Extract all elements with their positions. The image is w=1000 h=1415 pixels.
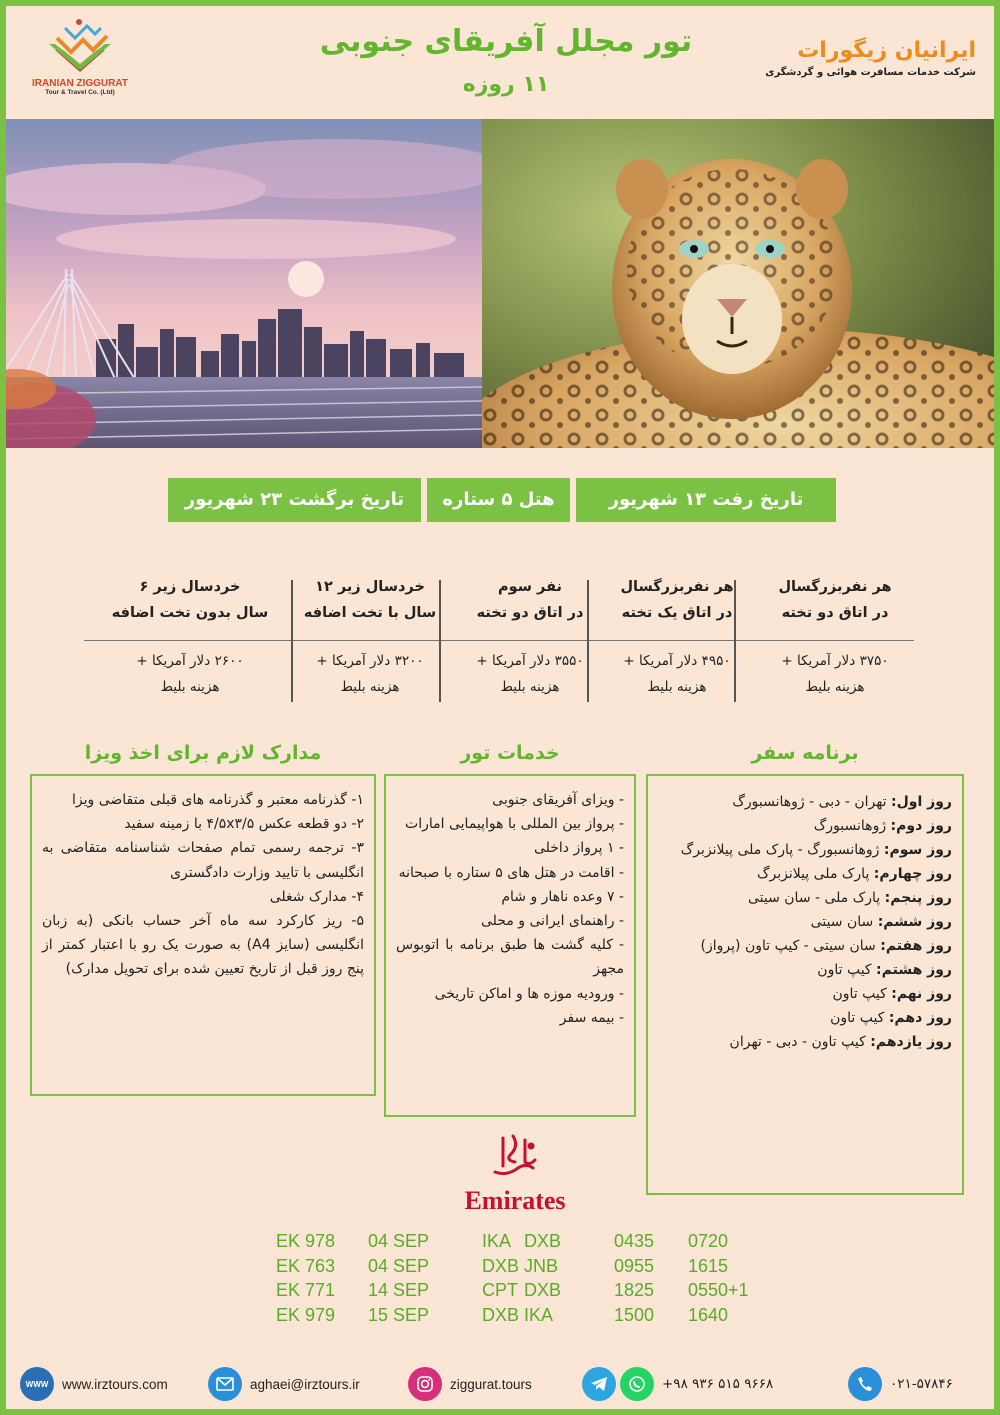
emirates-wordmark: Emirates bbox=[464, 1186, 566, 1215]
service-item: - کلیه گشت ها طبق برنامه با اتوبوس مجهز bbox=[396, 937, 624, 978]
flight-number: EK 979 bbox=[276, 1304, 336, 1325]
price-col-child-with-bed bbox=[297, 574, 443, 700]
company-logo bbox=[20, 14, 140, 114]
price-header-line1: خردسال زیر ۶ bbox=[139, 579, 241, 595]
flight-departure-time: 0955 bbox=[614, 1255, 655, 1276]
price-header-line2: در اتاق دو تخته bbox=[781, 605, 889, 621]
itinerary-day: روز هفتم: سان سیتی - کیپ تاون (پرواز) bbox=[700, 938, 952, 954]
phone-icon bbox=[848, 1367, 882, 1401]
price-header-line1: خردسال زیر ۱۲ bbox=[315, 579, 425, 595]
flight-number: EK 978 bbox=[276, 1231, 336, 1251]
price-note: هزینه بلیط bbox=[160, 679, 220, 695]
flight-date: 04 SEP bbox=[368, 1255, 430, 1276]
documents-title: مدارک لازم برای اخذ ویزا bbox=[84, 742, 322, 764]
itinerary-day: روز اول: تهران - دبی - ژوهانسبورگ bbox=[732, 794, 952, 810]
price-note: هزینه بلیط bbox=[647, 679, 707, 695]
return-date: تاریخ برگشت ۲۳ شهریور bbox=[168, 478, 421, 522]
itinerary-day: روز دوم: ژوهانسبورگ bbox=[813, 818, 952, 834]
service-item: - ۷ وعده ناهار و شام bbox=[501, 888, 624, 905]
page-subtitle: ۱۱ روزه bbox=[462, 72, 550, 97]
price-table-divider bbox=[84, 640, 914, 641]
services-title: خدمات تور bbox=[460, 742, 560, 764]
itinerary-day: روز پنجم: پارک ملی - سان سیتی bbox=[747, 890, 952, 906]
johannesburg-skyline-photo bbox=[6, 119, 482, 448]
contact-footer bbox=[6, 1364, 994, 1404]
service-item: - بیمه سفر bbox=[559, 1009, 624, 1026]
flight-date: 04 SEP bbox=[368, 1231, 430, 1251]
document-item: ۴- مدارک شغلی bbox=[269, 888, 364, 905]
price-note: هزینه بلیط bbox=[500, 679, 560, 695]
flight-date: 14 SEP bbox=[368, 1280, 430, 1300]
itinerary-day: روز هشتم: کیپ تاون bbox=[817, 962, 952, 978]
document-item: ۵- ریز کارکرد سه ماه آخر حساب بانکی (به زبان انگلیسی (سایز A4) به صورت یک رو با اعتبار کمتر از پنج روز قبل از تاریخ تعیین شده برای تحویل مدارک) bbox=[42, 913, 364, 978]
price-value: ۳۵۵۰ دلار آمریکا + bbox=[476, 653, 584, 669]
leopard-photo bbox=[482, 119, 994, 448]
column-divider bbox=[734, 580, 736, 702]
price-value: ۳۷۵۰ دلار آمریکا + bbox=[781, 653, 889, 669]
flight-departure-time: 1500 bbox=[614, 1304, 655, 1325]
flight-to: IKA bbox=[524, 1304, 554, 1325]
flight-arrival-time: 1615 bbox=[688, 1255, 729, 1276]
website-contact[interactable] bbox=[20, 1364, 168, 1404]
email-link[interactable]: aghaei@irztours.ir bbox=[250, 1376, 360, 1392]
documents-box bbox=[30, 774, 376, 1096]
services-box bbox=[384, 774, 636, 1117]
itinerary-day: روز یازدهم: کیپ تاون - دبی - تهران bbox=[729, 1034, 952, 1050]
mobile-number[interactable]: +۹۸ ۹۳۶ ۵۱۵ ۹۶۶۸ bbox=[662, 1376, 774, 1392]
whatsapp-icon bbox=[620, 1367, 654, 1401]
flight-row bbox=[276, 1280, 776, 1305]
page-title: تور مجلل آفریقای جنوبی bbox=[319, 24, 693, 59]
tour-flyer bbox=[6, 6, 994, 1409]
price-header-line2: سال با تخت اضافه bbox=[303, 605, 437, 621]
itinerary-box bbox=[646, 774, 964, 1195]
flight-row bbox=[276, 1256, 776, 1281]
price-col-third-person bbox=[457, 574, 603, 700]
itinerary-day: روز نهم: کیپ تاون bbox=[832, 986, 952, 1002]
price-value: ۴۹۵۰ دلار آمریکا + bbox=[623, 653, 731, 669]
logo-subtitle: Tour & Travel Co. (Ltd) bbox=[45, 89, 115, 96]
hotel-rating: هتل ۵ ستاره bbox=[427, 478, 570, 522]
flight-to: JNB bbox=[524, 1255, 559, 1276]
service-item: - ۱ پرواز داخلی bbox=[533, 840, 624, 857]
website-link[interactable]: www.irztours.com bbox=[62, 1376, 168, 1392]
price-header-line2: سال بدون تخت اضافه bbox=[111, 605, 269, 621]
telegram-icon bbox=[582, 1367, 616, 1401]
service-item: - ویزای آفریقای جنوبی bbox=[492, 792, 624, 808]
price-note: هزینه بلیط bbox=[340, 679, 400, 695]
phone-number[interactable]: ۰۲۱-۵۷۸۴۶ bbox=[890, 1376, 953, 1392]
flight-schedule bbox=[276, 1231, 776, 1329]
flight-number: EK 771 bbox=[276, 1280, 336, 1300]
document-item: ۱- گذرنامه معتبر و گذرنامه های قبلی متقاضی ویزا bbox=[72, 792, 364, 808]
flight-row bbox=[276, 1305, 776, 1330]
flight-from: CPT bbox=[482, 1280, 518, 1300]
itinerary-day: روز چهارم: پارک ملی پیلانزبرگ bbox=[756, 866, 952, 882]
flight-departure-time: 0435 bbox=[614, 1231, 655, 1251]
itinerary-day: روز سوم: ژوهانسبورگ - پارک ملی پیلانزبرگ bbox=[680, 842, 952, 858]
flight-from: DXB bbox=[482, 1255, 520, 1276]
price-col-adult-single bbox=[604, 574, 750, 700]
service-item: - پرواز بین المللی با هواپیمایی امارات bbox=[405, 816, 624, 833]
price-header-line1: نفر سوم bbox=[498, 579, 562, 595]
instagram-contact[interactable] bbox=[408, 1364, 532, 1404]
column-divider bbox=[291, 580, 293, 702]
emirates-logo bbox=[450, 1132, 580, 1216]
flight-date: 15 SEP bbox=[368, 1304, 430, 1325]
flight-number: EK 763 bbox=[276, 1255, 336, 1276]
price-col-adult-double bbox=[762, 574, 908, 700]
document-item: ۳- ترجمه رسمی تمام صفحات شناسنامه متقاضی به انگلیسی با تایید وزارت دادگستری bbox=[42, 840, 364, 881]
price-header-line1: هر نفربزرگسال bbox=[620, 579, 734, 595]
instagram-icon bbox=[408, 1367, 442, 1401]
price-value: ۲۶۰۰ دلار آمریکا + bbox=[136, 653, 244, 669]
brand-name: ایرانیان زیگورات bbox=[797, 38, 976, 63]
price-col-child-no-bed bbox=[102, 574, 278, 700]
departure-date: تاریخ رفت ۱۳ شهریور bbox=[576, 478, 836, 522]
flight-to: DXB bbox=[524, 1280, 562, 1300]
price-value: ۳۲۰۰ دلار آمریکا + bbox=[316, 653, 424, 669]
brand-block bbox=[765, 38, 976, 78]
itinerary-title: برنامه سفر bbox=[751, 742, 859, 764]
globe-icon: WWW bbox=[20, 1367, 54, 1401]
flight-row bbox=[276, 1231, 776, 1256]
flight-arrival-time: 1640 bbox=[688, 1304, 729, 1325]
price-header-line2: در اتاق یک تخته bbox=[621, 605, 733, 621]
column-divider bbox=[439, 580, 441, 702]
price-header-line2: در اتاق دو تخته bbox=[476, 605, 584, 621]
itinerary-day: روز ششم: سان سیتی bbox=[810, 914, 952, 930]
ziggurat-logo-icon bbox=[35, 14, 125, 76]
flight-departure-time: 1825 bbox=[614, 1280, 655, 1300]
emirates-calligraphy-icon bbox=[485, 1132, 545, 1180]
service-item: - راهنمای ایرانی و محلی bbox=[481, 913, 624, 930]
logo-name: IRANIAN ZIGGURAT bbox=[32, 78, 128, 89]
flight-from: DXB bbox=[482, 1304, 520, 1325]
flight-from: IKA bbox=[482, 1231, 512, 1251]
email-contact[interactable] bbox=[208, 1364, 360, 1404]
price-note: هزینه بلیط bbox=[805, 679, 865, 695]
mobile-contact[interactable] bbox=[582, 1364, 773, 1404]
flight-to: DXB bbox=[524, 1231, 562, 1251]
instagram-handle[interactable]: ziggurat.tours bbox=[450, 1376, 532, 1392]
document-item: ۲- دو قطعه عکس ۴/۵x۳/۵ با زمینه سفید bbox=[124, 816, 364, 833]
flight-arrival-time: 0550+1 bbox=[688, 1280, 749, 1300]
mail-icon bbox=[208, 1367, 242, 1401]
service-item: - اقامت در هتل های ۵ ستاره با صبحانه bbox=[398, 864, 624, 881]
phone-contact[interactable] bbox=[848, 1364, 953, 1404]
itinerary-day: روز دهم: کیپ تاون bbox=[830, 1010, 952, 1026]
price-header-line1: هر نفربزرگسال bbox=[778, 579, 892, 595]
service-item: - ورودیه موزه ها و اماکن تاریخی bbox=[434, 985, 624, 1002]
column-divider bbox=[587, 580, 589, 702]
flight-arrival-time: 0720 bbox=[688, 1231, 729, 1251]
brand-tagline: شرکت خدمات مسافرت هوائی و گردشگری bbox=[765, 67, 976, 78]
